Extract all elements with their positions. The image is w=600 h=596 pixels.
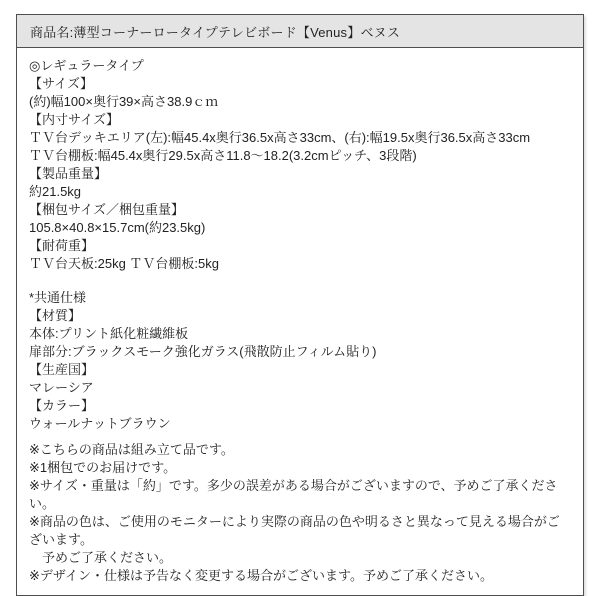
spec-value-load-capacity: ＴＶ台天板:25kg ＴＶ台棚板:5kg [29, 256, 219, 271]
common-value-color: ウォールナットブラウン [29, 416, 171, 431]
note-monitor-color-continued: 予めご了承ください。 [29, 550, 173, 565]
common-heading-country: 【生産国】 [29, 362, 95, 377]
section-gap [29, 273, 571, 289]
common-value-country: マレーシア [29, 380, 94, 395]
spec-value-deck-area: ＴＶ台デッキエリア(左):幅45.4x奥行36.5x高さ33cm、(右):幅19.5x奥行36.5x高さ33cm [29, 130, 531, 145]
common-heading-color: 【カラー】 [29, 398, 95, 413]
section-gap [29, 433, 571, 441]
note-single-package: ※1梱包でのお届けです。 [29, 460, 177, 475]
common-value-door-material: 扉部分:ブラックスモーク強化ガラス(飛散防止フィルム貼り) [29, 344, 377, 359]
common-spec-title: *共通仕様 [29, 290, 87, 305]
spec-value-size: (約)幅100×奥行39×高さ38.9ｃｍ [29, 94, 219, 109]
note-monitor-color: ※商品の色は、ご使用のモニターにより実際の商品の色や明るさと異なって見える場合がございます。 [29, 514, 560, 547]
spec-line-type: ◎レギュラータイプ [29, 58, 144, 73]
spec-value-shelf: ＴＶ台棚板:幅45.4x奥行29.5x高さ11.8〜18.2(3.2cmピッチ、3段階) [29, 148, 417, 163]
spec-value-package: 105.8×40.8×15.7cm(約23.5kg) [29, 220, 206, 235]
spec-value-product-weight: 約21.5kg [29, 184, 82, 199]
spec-heading-load-capacity: 【耐荷重】 [29, 238, 95, 253]
spec-heading-inner-size: 【内寸サイズ】 [29, 112, 119, 127]
product-spec-box [16, 14, 584, 596]
product-title: 商品名:薄型コーナーロータイプテレビボード【Venus】ベヌス [30, 25, 401, 40]
spec-heading-product-weight: 【製品重量】 [29, 166, 108, 181]
spec-heading-package: 【梱包サイズ／梱包重量】 [29, 202, 184, 217]
note-size-approx: ※サイズ・重量は「約」です。多少の誤差がある場合がございますので、予めご了承ください。 [29, 478, 558, 511]
common-value-body-material: 本体:プリント紙化粧繊維板 [29, 326, 189, 341]
note-design-change: ※デザイン・仕様は予告なく変更する場合がございます。予めご了承ください。 [29, 568, 493, 583]
note-assembly: ※こちらの商品は組み立て品です。 [29, 442, 234, 457]
spec-heading-size: 【サイズ】 [29, 76, 93, 91]
common-heading-material: 【材質】 [29, 308, 82, 323]
spec-body [17, 48, 583, 595]
product-title-bar [17, 15, 583, 48]
